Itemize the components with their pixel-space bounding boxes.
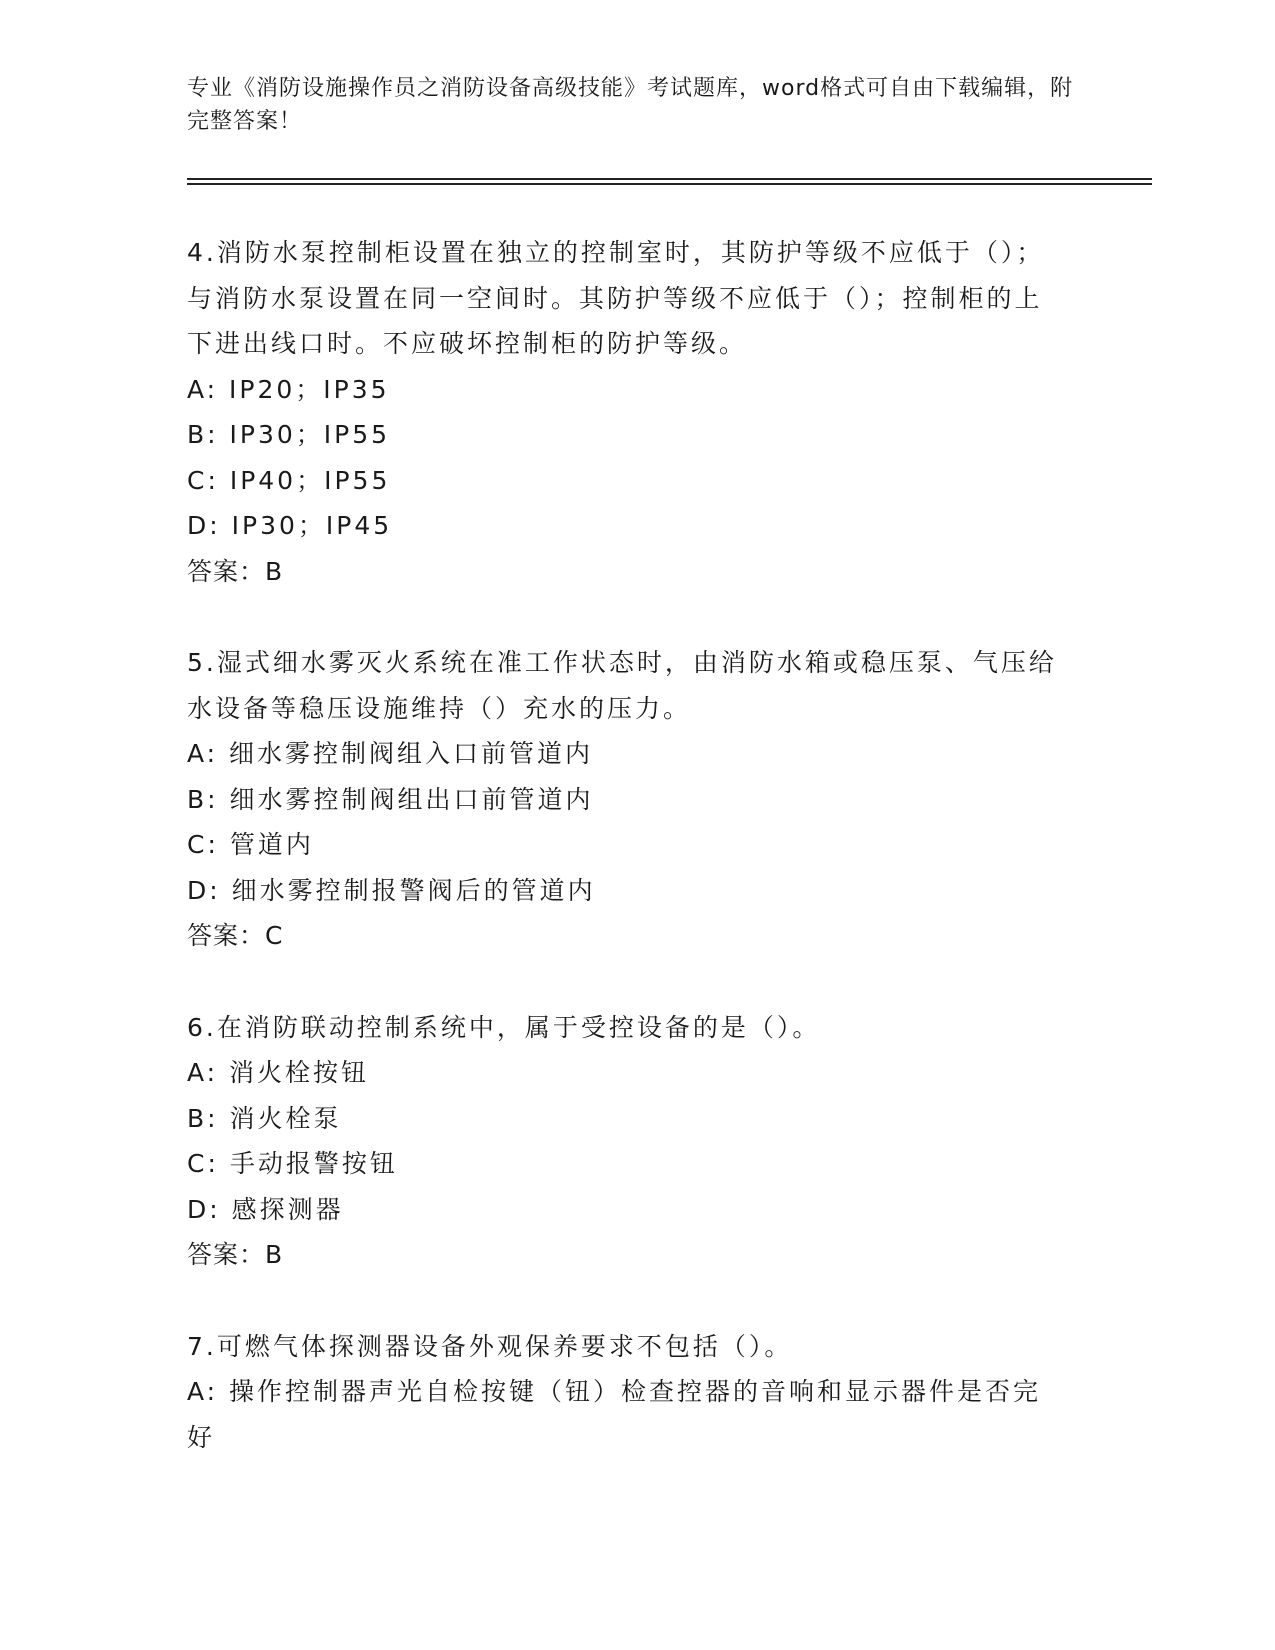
answer: 答案：B (187, 1240, 284, 1269)
question-5 (187, 640, 1067, 959)
option-c: C: IP40；IP55 (187, 465, 391, 495)
option-c: C: 管道内 (187, 830, 314, 859)
question-stem: 5.湿式细水雾灭火系统在准工作状态时，由消防水箱或稳压泵、气压给水设备等稳压设施维持（）充水的压力。 (187, 648, 1057, 723)
question-stem: 4.消防水泵控制柜设置在独立的控制室时，其防护等级不应低于（）；与消防水泵设置在同一空间时。其防护等级不应低于（）；控制柜的上下进出线口时。不应破坏控制柜的防护等级。 (187, 238, 1045, 358)
option-d: D: IP30；IP45 (187, 511, 393, 540)
question-stem: 6.在消防联动控制系统中，属于受控设备的是（）。 (187, 1012, 821, 1042)
option-a: A: 操作控制器声光自检按键（钮）检查控器的音响和显示器件是否完好 (187, 1377, 1042, 1452)
question-list (187, 230, 1067, 1506)
document-header (187, 72, 1087, 138)
header-intro: 专业《消防设施操作员之消防设备高级技能》考试题库，word格式可自由下载编辑，附完整答案！ (187, 76, 1074, 134)
header-divider-top (187, 178, 1152, 180)
option-d: D: 感探测器 (187, 1194, 344, 1224)
option-b: B: IP30；IP55 (187, 420, 391, 449)
option-d: D: 细水雾控制报警阀后的管道内 (187, 875, 596, 905)
question-7 (187, 1324, 1067, 1461)
question-4 (187, 230, 1067, 594)
option-b: B: 消火栓泵 (187, 1103, 342, 1133)
option-a: A: IP20；IP35 (187, 374, 390, 404)
option-b: B: 细水雾控制阀组出口前管道内 (187, 784, 594, 814)
answer: 答案：C (187, 921, 284, 950)
answer: 答案：B (187, 556, 284, 586)
option-a: A: 消火栓按钮 (187, 1058, 370, 1087)
question-stem: 7.可燃气体探测器设备外观保养要求不包括（）。 (187, 1331, 793, 1361)
option-a: A: 细水雾控制阀组入口前管道内 (187, 739, 594, 768)
header-divider-bottom (187, 183, 1152, 185)
question-6 (187, 1005, 1067, 1278)
option-c: C: 手动报警按钮 (187, 1149, 398, 1178)
